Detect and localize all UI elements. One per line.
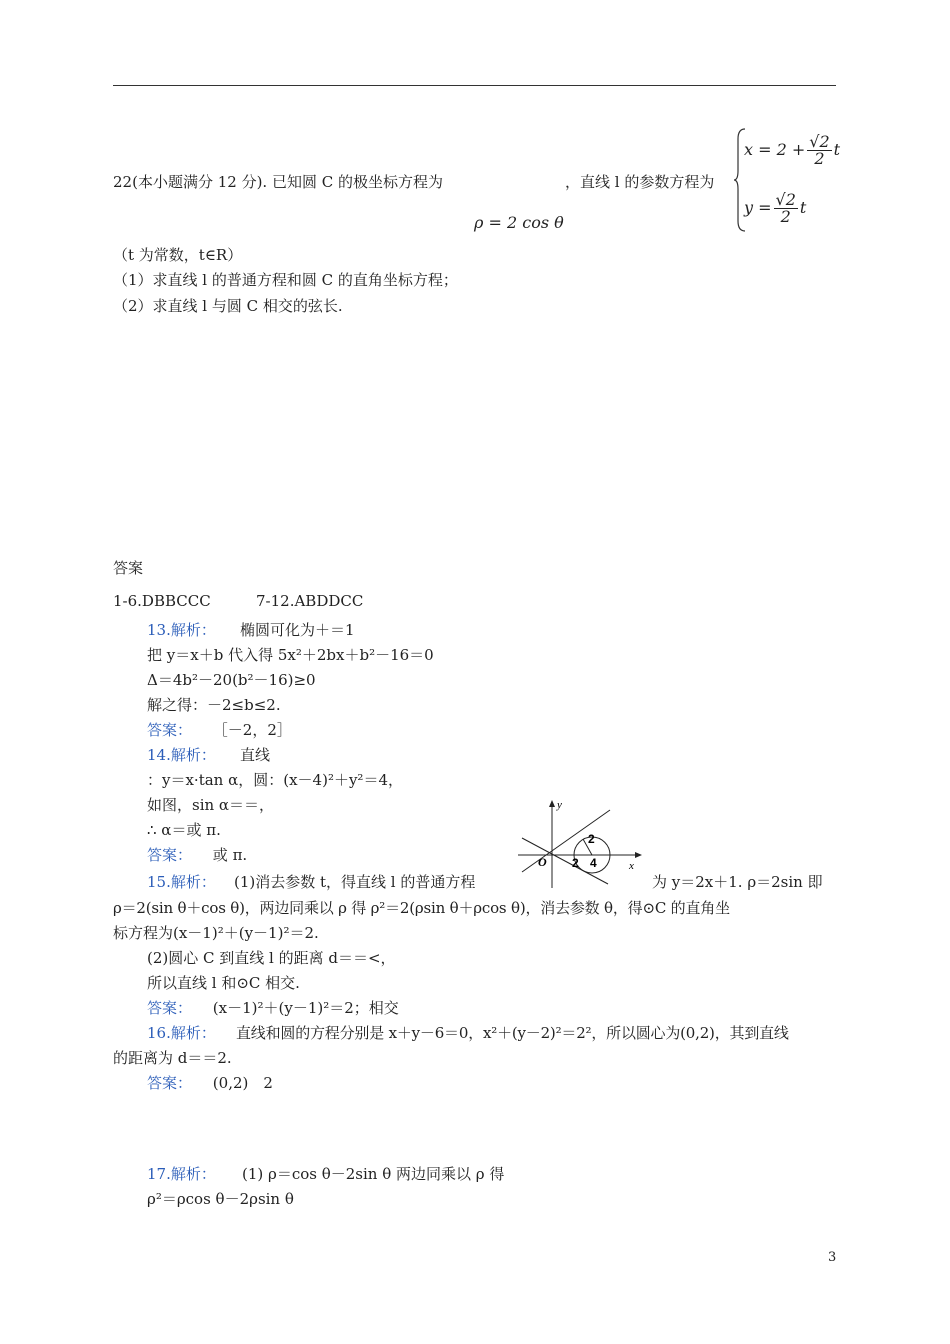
y-axis-label: y xyxy=(557,799,562,811)
q15-answer xyxy=(147,998,399,1018)
param-y-equation xyxy=(744,186,806,230)
x-axis-arrow-icon xyxy=(635,852,642,858)
q14-line3: 如图，sin α＝＝， xyxy=(147,796,275,814)
q22-part2: （2）求直线 l 与圆 C 相交的弦长. xyxy=(113,297,343,315)
q14-line4: ∴ α＝或 π. xyxy=(147,821,221,839)
daan-label: 答案： xyxy=(147,846,193,864)
polar-equation: ρ = 2 cos θ xyxy=(474,213,564,232)
answers-heading: 答案 xyxy=(113,559,144,577)
q15-line1a: (1)消去参数 t，得直线 l 的普通方程 xyxy=(234,873,476,891)
q14-line1: 直线 xyxy=(240,746,271,764)
q17-number: 17. xyxy=(147,1165,171,1183)
q16-number: 16. xyxy=(147,1024,171,1042)
page-number: 3 xyxy=(828,1250,837,1265)
q17-header xyxy=(147,1164,216,1184)
q15-line2: ρ＝2(sin θ＋cos θ)，两边同乘以 ρ 得 ρ²＝2(ρsin θ＋ρcos θ)，消去参数 θ，得⊙C 的直角坐 xyxy=(113,899,730,917)
q17-line2: ρ²＝ρcos θ－2ρsin θ xyxy=(147,1190,294,1208)
daan-label: 答案： xyxy=(147,1074,193,1092)
q22-line3: （t 为常数，t∈R） xyxy=(113,246,243,264)
label-4: 4 xyxy=(590,856,597,870)
q22-mid: ，直线 l 的参数方程为 xyxy=(565,173,715,191)
numerator: √2 xyxy=(775,189,796,209)
param-x-lhs: x = 2 + xyxy=(744,140,806,159)
q13-line4: 解之得：－2≤b≤2. xyxy=(147,696,281,714)
tangent-line-upper xyxy=(522,810,610,872)
circle-tangent-figure xyxy=(512,798,652,890)
mc-answers-1: 1-6.DBBCCC xyxy=(113,592,211,610)
q14-answer-value: 或 π. xyxy=(212,846,248,864)
jiexi-label: 解析： xyxy=(170,873,216,891)
header-rule xyxy=(113,85,836,86)
denominator: 2 xyxy=(814,148,825,168)
q16-line1: 直线和圆的方程分别是 x＋y－6＝0，x²＋(y－2)²＝2²，所以圆心为(0,2)，其到直线 xyxy=(236,1024,789,1042)
param-t: t xyxy=(833,140,841,159)
q14-header xyxy=(147,745,216,765)
q15-answer-value: (x－1)²＋(y－1)²＝2；相交 xyxy=(212,999,399,1017)
q16-answer xyxy=(147,1073,273,1093)
q15-line4: (2)圆心 C 到直线 l 的距离 d＝＝<， xyxy=(147,949,396,967)
q16-header xyxy=(147,1023,216,1043)
daan-label: 答案： xyxy=(147,721,193,739)
q17-line1: (1) ρ＝cos θ－2sin θ 两边同乘以 ρ 得 xyxy=(242,1165,505,1183)
q13-line2: 把 y＝x＋b 代入得 5x²＋2bx＋b²－16＝0 xyxy=(147,646,434,664)
origin-label: O xyxy=(538,855,547,869)
q15-line5: 所以直线 l 和⊙C 相交. xyxy=(147,974,300,992)
q13-header xyxy=(147,620,216,640)
x-axis-label: x xyxy=(629,860,634,872)
param-y-lhs: y = xyxy=(744,198,772,217)
jiexi-label: 解析： xyxy=(170,1165,216,1183)
param-t: t xyxy=(799,198,807,217)
jiexi-label: 解析： xyxy=(170,746,216,764)
q22-part1: （1）求直线 l 的普通方程和圆 C 的直角坐标方程； xyxy=(113,271,458,289)
q13-line3: Δ＝4b²－20(b²－16)≥0 xyxy=(147,671,316,689)
daan-label: 答案： xyxy=(147,999,193,1017)
fraction-sqrt2-over-2 xyxy=(774,189,798,226)
fraction-sqrt2-over-2 xyxy=(807,131,831,168)
q15-header xyxy=(147,872,216,892)
q15-line3: 标方程为(x－1)²＋(y－1)²＝2. xyxy=(113,924,319,942)
jiexi-label: 解析： xyxy=(170,1024,216,1042)
q16-answer-value: (0,2) 2 xyxy=(212,1074,273,1092)
q16-line2: 的距离为 d＝＝2. xyxy=(113,1049,232,1067)
param-x-equation xyxy=(744,128,840,172)
q13-number: 13. xyxy=(147,621,171,639)
q14-number: 14. xyxy=(147,746,171,764)
jiexi-label: 解析： xyxy=(170,621,216,639)
label-2-radius: 2 xyxy=(588,832,595,846)
q14-line2: ：y＝x·tan α，圆：(x－4)²＋y²＝4， xyxy=(147,771,403,789)
q13-line1: 椭圆可化为＋＝1 xyxy=(240,621,355,639)
q13-answer xyxy=(147,720,292,740)
label-2-bottom: 2 xyxy=(572,856,579,870)
q13-answer-value: ［－2，2］ xyxy=(212,721,292,739)
numerator: √2 xyxy=(809,131,830,151)
q15-number: 15. xyxy=(147,873,171,891)
q14-answer xyxy=(147,845,247,865)
y-axis-arrow-icon xyxy=(549,800,555,807)
denominator: 2 xyxy=(780,206,791,226)
q22-intro: 22(本小题满分 12 分). 已知圆 C 的极坐标方程为 xyxy=(113,173,443,191)
q15-line1b: 为 y＝2x＋1. ρ＝2sin 即 xyxy=(652,873,823,891)
mc-answers-2: 7-12.ABDDCC xyxy=(256,592,364,610)
